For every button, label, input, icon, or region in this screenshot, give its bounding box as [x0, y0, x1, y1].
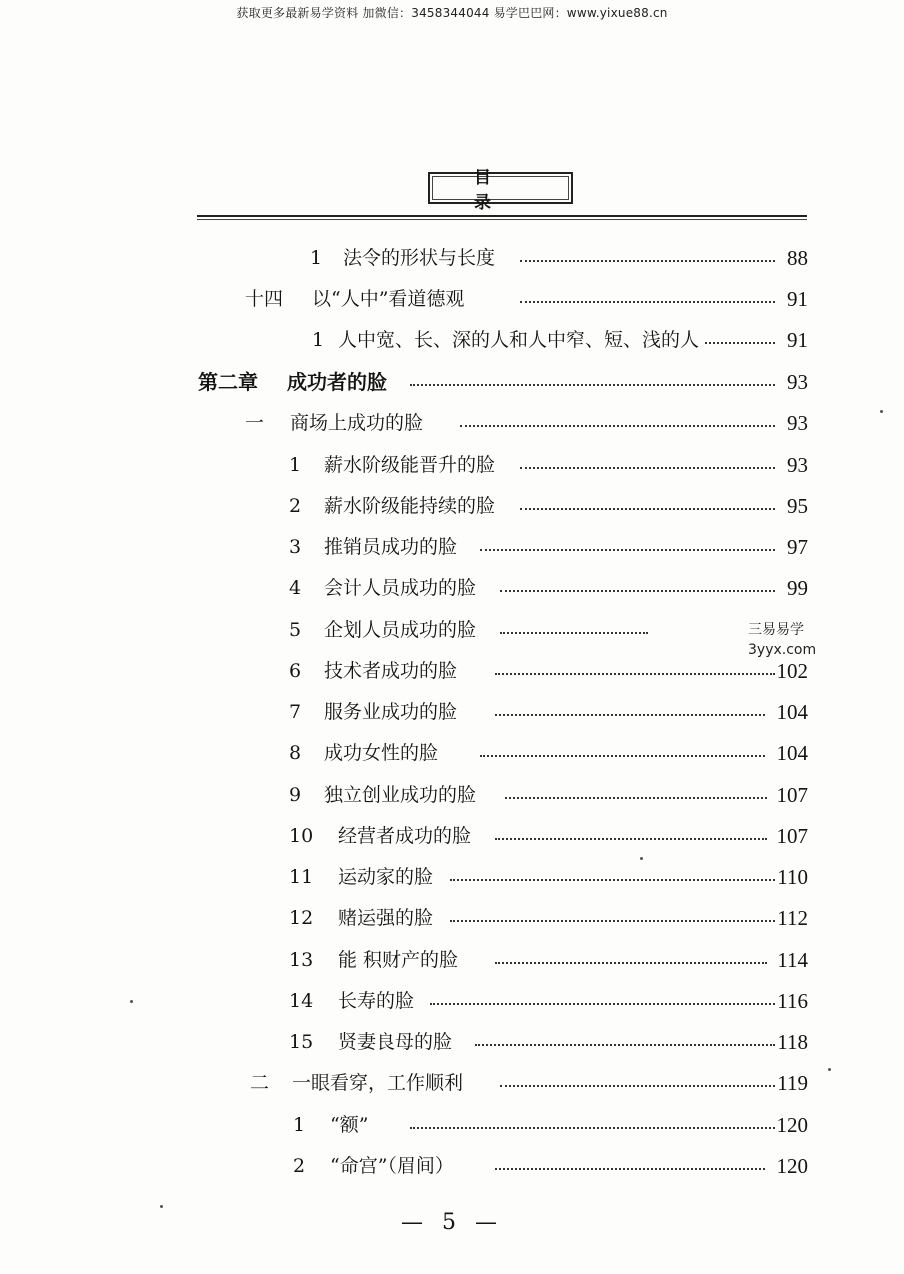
entry-number: 1: [310, 247, 323, 269]
toc-entry[interactable]: [0, 1110, 904, 1140]
entry-title: 能 积财产的脸: [338, 945, 462, 975]
toc-entry-chapter[interactable]: [0, 367, 904, 397]
entry-page: 99: [787, 576, 808, 600]
entry-title: 薪水阶级能持续的脸: [324, 491, 499, 521]
entry-title: 一眼看穿，工作顺利: [292, 1068, 467, 1098]
page-number-footer: — 5 —: [401, 1210, 503, 1235]
watermark: [748, 620, 816, 660]
dot-leader: [495, 673, 775, 675]
entry-page: 120: [776, 1154, 808, 1178]
page-heading: 目 录: [428, 172, 573, 204]
toc-entry[interactable]: [0, 780, 904, 810]
toc-entry-section[interactable]: [0, 1068, 904, 1098]
dot-leader: [505, 797, 767, 799]
entry-number: 13: [289, 949, 314, 971]
entry-title: 成功女性的脸: [324, 738, 442, 768]
toc-entry[interactable]: [0, 243, 904, 273]
dot-leader: [450, 920, 775, 922]
toc-entry[interactable]: [0, 532, 904, 562]
entry-title: 以“人中”看道德观: [312, 284, 468, 314]
entry-page: 93: [787, 453, 808, 477]
scan-speck: [640, 857, 643, 860]
entry-title: 推销员成功的脸: [324, 532, 461, 562]
toc-entry[interactable]: [0, 821, 904, 851]
toc-entry[interactable]: [0, 656, 904, 686]
entry-page: 107: [776, 824, 808, 848]
entry-number: 一: [245, 412, 265, 434]
entry-number: 二: [250, 1072, 270, 1094]
entry-page: 102: [776, 659, 808, 683]
entry-page: 95: [787, 494, 808, 518]
toc-entry[interactable]: [0, 862, 904, 892]
dot-leader: [450, 879, 775, 881]
entry-title: 经营者成功的脸: [338, 821, 475, 851]
entry-page: 120: [776, 1113, 808, 1137]
entry-title: 法令的形状与长度: [343, 243, 499, 273]
dot-leader: [480, 755, 765, 757]
toc-entry[interactable]: [0, 491, 904, 521]
entry-page: 88: [787, 246, 808, 270]
entry-number: 1: [293, 1114, 306, 1136]
dot-leader: [495, 714, 765, 716]
toc-entry[interactable]: [0, 284, 904, 314]
entry-page: 119: [777, 1071, 808, 1095]
entry-number: 4: [289, 577, 302, 599]
entry-title: 独立创业成功的脸: [324, 780, 480, 810]
entry-title: 薪水阶级能晋升的脸: [324, 450, 499, 480]
entry-title: 运动家的脸: [338, 862, 437, 892]
dot-leader: [520, 301, 775, 303]
entry-number: 12: [289, 907, 314, 929]
entry-page: 112: [777, 906, 808, 930]
dot-leader: [480, 549, 775, 551]
entry-title: 企划人员成功的脸: [324, 615, 480, 645]
entry-title: 人中宽、长、深的人和人中窄、短、浅的人: [338, 325, 703, 355]
dot-leader: [495, 962, 767, 964]
entry-page: 91: [787, 287, 808, 311]
scan-speck: [160, 1205, 163, 1208]
entry-page: 93: [787, 370, 808, 394]
dot-leader: [495, 838, 767, 840]
entry-title: 会计人员成功的脸: [324, 573, 480, 603]
dot-leader: [500, 590, 775, 592]
dot-leader: [700, 342, 775, 344]
entry-number: 7: [289, 701, 302, 723]
entry-number: 9: [289, 784, 302, 806]
entry-number: 15: [289, 1031, 314, 1053]
toc-entry[interactable]: [0, 986, 904, 1016]
entry-title: 商场上成功的脸: [290, 408, 427, 438]
watermark-line-1: 三易易学: [748, 622, 804, 638]
entry-page: 118: [777, 1030, 808, 1054]
entry-page: 93: [787, 411, 808, 435]
dot-leader: [410, 384, 775, 386]
toc-entry[interactable]: [0, 1027, 904, 1057]
entry-page: 110: [777, 865, 808, 889]
dot-leader: [495, 1168, 765, 1170]
dot-leader: [520, 508, 775, 510]
dot-leader: [500, 1085, 775, 1087]
toc-entry[interactable]: [0, 697, 904, 727]
dot-leader: [520, 467, 775, 469]
header-banner: 获取更多最新易学资料 加微信：3458344044 易学巴巴网：www.yixue88.cn: [236, 6, 668, 20]
toc-entry[interactable]: [0, 945, 904, 975]
entry-title: 服务业成功的脸: [324, 697, 461, 727]
toc-entry-section[interactable]: [0, 408, 904, 438]
entry-page: 91: [787, 328, 808, 352]
entry-page: 104: [776, 741, 808, 765]
dot-leader: [475, 1044, 775, 1046]
toc-entry[interactable]: [0, 903, 904, 933]
entry-page: 116: [777, 989, 808, 1013]
entry-title: 成功者的脸: [287, 367, 391, 397]
watermark-line-2: 3yyx.com: [748, 642, 817, 658]
dot-leader: [410, 1127, 775, 1129]
toc-entry[interactable]: [0, 325, 904, 355]
scan-speck: [880, 410, 883, 413]
entry-number: 8: [289, 742, 302, 764]
entry-title: 技术者成功的脸: [324, 656, 461, 686]
dot-leader: [460, 425, 775, 427]
entry-number: 10: [289, 825, 314, 847]
entry-number: 14: [289, 990, 314, 1012]
entry-page: 107: [776, 783, 808, 807]
entry-title: 长寿的脸: [338, 986, 418, 1016]
entry-title: “额”: [330, 1110, 372, 1140]
dot-leader: [430, 1003, 775, 1005]
dot-leader: [500, 632, 648, 634]
entry-number: 5: [289, 619, 302, 641]
entry-number: 十四: [245, 288, 284, 310]
entry-number: 3: [289, 536, 302, 558]
scan-speck: [130, 1000, 133, 1003]
entry-page: 104: [776, 700, 808, 724]
entry-number: 2: [293, 1155, 306, 1177]
toc-entry[interactable]: [0, 573, 904, 603]
entry-page: 97: [787, 535, 808, 559]
entry-title: 赌运强的脸: [338, 903, 437, 933]
entry-number: 第二章: [198, 370, 258, 394]
entry-number: 11: [289, 866, 314, 888]
toc-entry[interactable]: [0, 738, 904, 768]
entry-number: 1: [289, 454, 302, 476]
scan-speck: [828, 1068, 831, 1071]
entry-number: 6: [289, 660, 302, 682]
dot-leader: [520, 260, 775, 262]
entry-title: 贤妻良母的脸: [338, 1027, 456, 1057]
entry-number: 1: [312, 329, 325, 351]
entry-number: 2: [289, 495, 302, 517]
toc-entry[interactable]: [0, 450, 904, 480]
entry-title: “命宫”（眉间）: [330, 1151, 458, 1181]
entry-page: 114: [777, 948, 808, 972]
toc-entry[interactable]: [0, 1151, 904, 1181]
